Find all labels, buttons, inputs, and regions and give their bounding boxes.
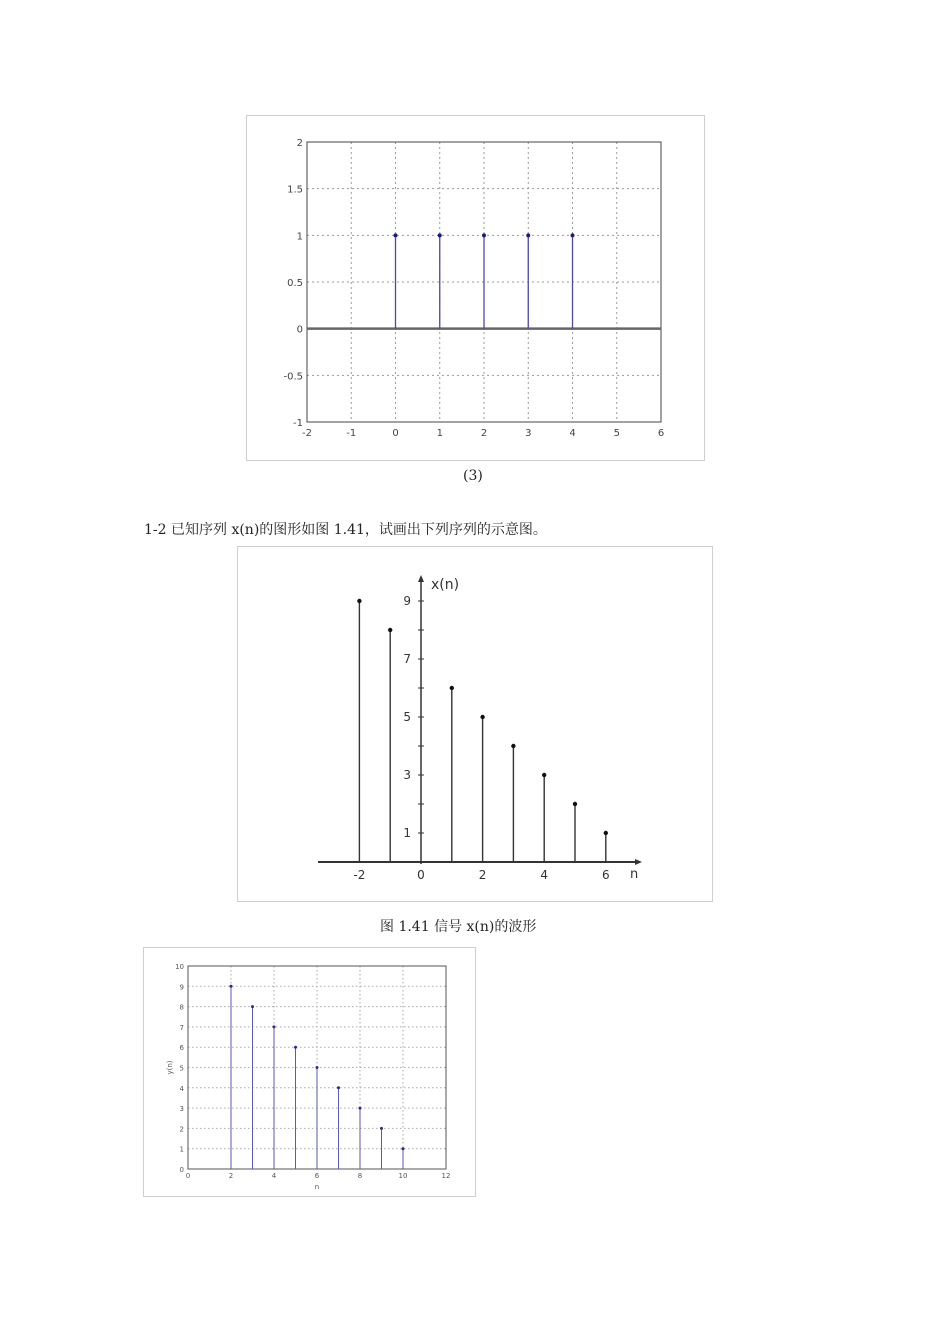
stem-marker xyxy=(542,773,546,777)
x-tick-label: 2 xyxy=(478,868,487,882)
y-axis-arrow xyxy=(418,575,424,582)
stem-marker xyxy=(230,985,233,988)
y-tick-label: 1 xyxy=(296,231,303,243)
y-tick-label: 3 xyxy=(179,1105,184,1114)
x-tick-label: 6 xyxy=(314,1172,320,1180)
y-tick-label: 0 xyxy=(179,1166,184,1174)
x-tick-label: -2 xyxy=(353,868,366,882)
x-tick-label: -2 xyxy=(302,428,312,439)
stem-marker xyxy=(380,1127,383,1130)
stem-marker xyxy=(571,233,575,237)
stem-marker xyxy=(511,744,515,748)
y-tick-label: 10 xyxy=(175,963,184,971)
stem-marker xyxy=(480,715,484,719)
y-tick-label: 0.5 xyxy=(287,278,303,289)
stem-marker xyxy=(294,1046,297,1049)
x-tick-label: 4 xyxy=(540,868,549,882)
stem-chart-3 xyxy=(144,948,475,1196)
y-tick-label: 2 xyxy=(296,138,303,149)
y-tick-label: 0 xyxy=(296,324,303,336)
problem-text: 1-2 已知序列 x(n)的图形如图 1.41，试画出下列序列的示意图。 xyxy=(144,522,547,538)
stem-marker xyxy=(604,831,608,835)
y-tick-label: -1 xyxy=(293,418,303,429)
x-tick-label: 0 xyxy=(417,868,425,882)
stem-marker xyxy=(357,599,361,603)
y-axis-label: y(n) xyxy=(166,1060,174,1075)
stem-marker xyxy=(402,1147,405,1150)
x-tick-label: 1 xyxy=(436,428,443,439)
stem-marker xyxy=(359,1107,362,1110)
x-tick-label: 10 xyxy=(398,1172,408,1180)
x-tick-label: 5 xyxy=(613,428,620,439)
x-tick-label: -1 xyxy=(346,428,357,439)
x-tick-label: 4 xyxy=(569,428,576,439)
x-tick-label: 6 xyxy=(601,868,610,882)
y-axis-label: x(n) xyxy=(431,577,460,593)
x-axis-arrow xyxy=(635,859,642,865)
x-tick-label: 2 xyxy=(480,428,488,439)
y-tick-label: 1 xyxy=(403,826,411,840)
stem-marker xyxy=(438,233,442,237)
stem-marker xyxy=(450,686,454,690)
stem-marker xyxy=(573,802,577,806)
figure-2-caption: 图 1.41 信号 x(n)的波形 xyxy=(380,919,537,935)
y-tick-label: 9 xyxy=(403,594,411,608)
y-tick-label: 5 xyxy=(179,1064,184,1073)
stem-marker xyxy=(337,1086,340,1089)
x-axis-label: n xyxy=(630,867,639,882)
y-tick-label: 2 xyxy=(179,1125,184,1134)
y-tick-label: 1 xyxy=(179,1145,184,1154)
y-tick-label: 3 xyxy=(403,768,411,782)
figure-1 xyxy=(246,115,705,461)
stem-marker xyxy=(316,1066,319,1069)
figure-1-caption: (3) xyxy=(463,468,483,484)
x-tick-label: 0 xyxy=(392,428,399,439)
x-tick-label: 0 xyxy=(185,1172,191,1180)
stem-marker xyxy=(526,233,530,237)
y-tick-label: 4 xyxy=(179,1084,184,1093)
x-axis-label: n xyxy=(314,1183,320,1191)
y-tick-label: 7 xyxy=(179,1023,184,1032)
stem-chart-1 xyxy=(247,116,704,460)
y-tick-label: 6 xyxy=(179,1044,184,1053)
stem-marker xyxy=(273,1025,276,1028)
y-tick-label: 7 xyxy=(403,652,411,666)
y-tick-label: 8 xyxy=(179,1003,184,1012)
y-tick-label: 9 xyxy=(179,983,184,992)
stem-chart-2 xyxy=(238,547,712,901)
figure-2 xyxy=(237,546,713,902)
x-tick-label: 12 xyxy=(441,1172,451,1180)
y-tick-label: -0.5 xyxy=(283,371,303,383)
x-tick-label: 8 xyxy=(357,1172,363,1180)
y-tick-label: 5 xyxy=(403,710,411,724)
x-tick-label: 3 xyxy=(525,428,532,439)
x-tick-label: 6 xyxy=(657,428,665,439)
stem-marker xyxy=(482,233,486,237)
stem-marker xyxy=(251,1005,254,1008)
stem-marker xyxy=(388,628,392,632)
stem-marker xyxy=(394,233,398,237)
x-tick-label: 2 xyxy=(228,1172,234,1180)
figure-3 xyxy=(143,947,476,1197)
x-tick-label: 4 xyxy=(271,1172,277,1180)
y-tick-label: 1.5 xyxy=(287,184,303,196)
